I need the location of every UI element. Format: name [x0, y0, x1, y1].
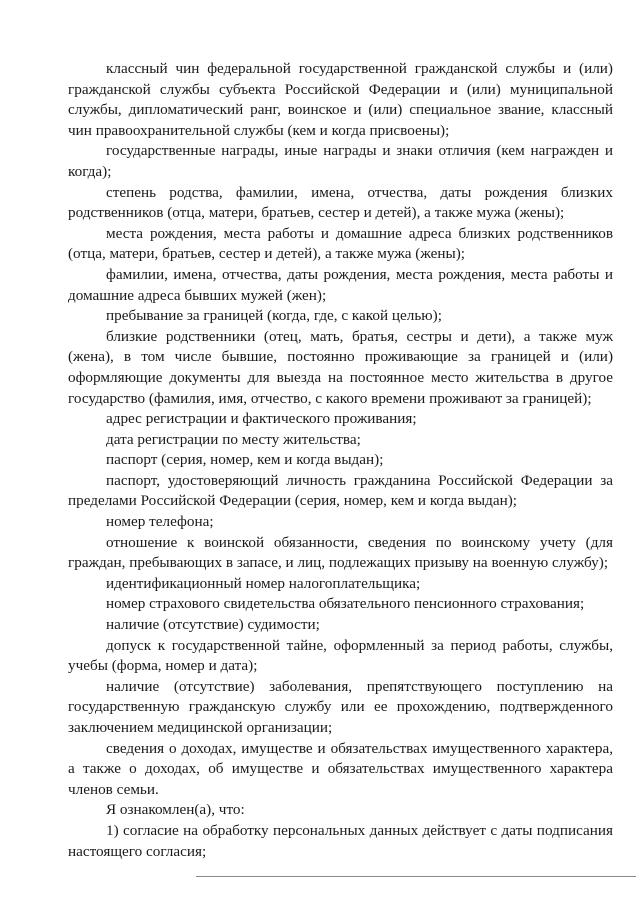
paragraph-consent-validity: 1) согласие на обработку персональных данных действует с даты подписания настоящего согласия; [68, 821, 613, 860]
paragraph-registration-address: адрес регистрации и фактического проживания; [106, 410, 417, 428]
paragraph-phone-number: номер телефона; [106, 513, 214, 531]
paragraph-class-rank: классный чин федеральной государственной гражданской службы и (или) гражданской службы субъекта Российской Федерации и (или) муниципальной службы, дипломатический ранг, воинское и (или) специальное звание, классный чин правоохранительной службы (кем и когда присвоены); [68, 60, 613, 139]
paragraph-relatives-abroad: близкие родственники (отец, мать, братья, сестры и дети), а также муж (жена), в том числе бывшие, постоянно проживающие за границей и (или) оформляющие документы для выезда на постоянное место жительства в другое государство (фамилия, имя, отчество, с какого времени проживают за границей); [68, 327, 613, 407]
bottom-divider [196, 876, 636, 877]
paragraph-stay-abroad: пребывание за границей (когда, где, с какой целью); [106, 307, 442, 325]
paragraph-foreign-passport: паспорт, удостоверяющий личность гражданина Российской Федерации за пределами Российской Федерации (серия, номер, кем и когда выдан); [68, 471, 613, 510]
paragraph-income-property: сведения о доходах, имуществе и обязательствах имущественного характера, а также о доходах, об имуществе и обязательствах имущественного характера членов семьи. [68, 739, 613, 798]
paragraph-former-spouses: фамилии, имена, отчества, даты рождения, места рождения, места работы и домашние адреса бывших мужей (жен); [68, 265, 613, 304]
paragraph-pension-insurance: номер страхового свидетельства обязательного пенсионного страхования; [106, 595, 585, 613]
document-body [68, 59, 613, 862]
paragraph-state-awards: государственные награды, иные награды и знаки отличия (кем награжден и когда); [68, 142, 613, 180]
paragraph-tax-id: идентификационный номер налогоплательщика; [106, 574, 421, 592]
paragraph-passport: паспорт (серия, номер, кем и когда выдан); [106, 451, 384, 469]
paragraph-relatives-addresses: места рождения, места работы и домашние адреса близких родственников (отца, матери, братьев, сестер и детей), а также мужа (жены); [68, 224, 613, 263]
paragraph-military-duty: отношение к воинской обязанности, сведения по воинскому учету (для граждан, пребывающих в запасе, и лиц, подлежащих призыву на военную службу); [68, 533, 613, 572]
paragraph-criminal-record: наличие (отсутствие) судимости; [106, 616, 320, 634]
paragraph-medical-condition: наличие (отсутствие) заболевания, препятствующего поступлению на государственную гражданскую службу или ее прохождению, подтвержденного заключением медицинской организации; [68, 677, 613, 736]
paragraph-relatives-degree: степень родства, фамилии, имена, отчества, даты рождения близких родственников (отца, матери, братьев, сестер и детей), а также мужа (жены); [68, 183, 613, 222]
paragraph-acknowledgement-heading: Я ознакомлен(а), что: [106, 801, 245, 819]
paragraph-state-secret-access: допуск к государственной тайне, оформленный за период работы, службы, учебы (форма, номер и дата); [68, 636, 613, 675]
paragraph-registration-date: дата регистрации по месту жительства; [106, 430, 361, 448]
